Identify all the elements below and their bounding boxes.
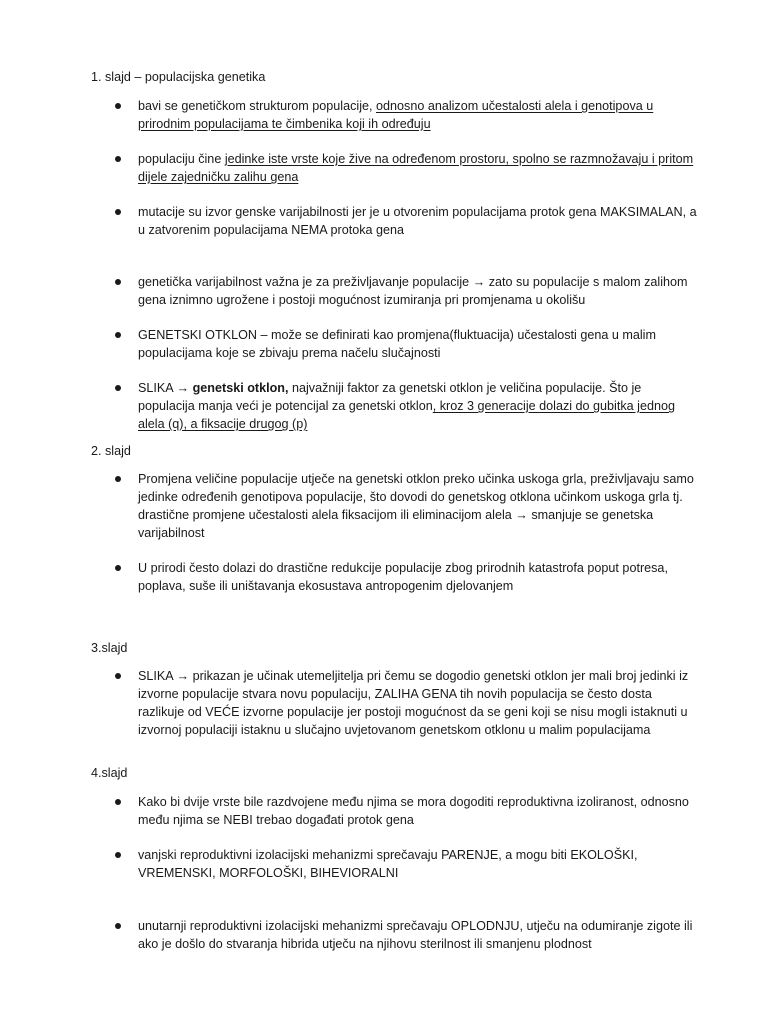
slide-1-bullet-4: genetička varijabilnost važna je za preživljavanje populacije → zato su populacije s malom zalihom gena iznimno ugrožene i postoji mogućnost izumiranja pri promjenama u okolišu [138, 273, 698, 309]
slide-1-bullet-6: SLIKA → genetski otklon, najvažniji faktor za genetski otklon je veličina populacije. Što je populacija manja veći je potencijal za genetski otklon, kroz 3 generacije dolazi do gubitka jednog alela (q), a fiksacije drugog (p) [138, 379, 698, 433]
slide-1-bullet-1: bavi se genetičkom strukturom populacije, odnosno analizom učestalosti alela i genotipova u prirodnim populacijama te čimbenika koji ih određuju [138, 97, 698, 133]
slide-2-bullet-1: Promjena veličine populacije utječe na genetski otklon preko učinka uskoga grla, preživljavaju samo jedinke određenih genotipova populacije, što dovodi do genetskog otklona učinkom uskoga grla tj. drastične promjene učestalosti alela fiksacijom ili eliminacijom alela → smanjuje se genetska varijabilnost [138, 470, 698, 542]
slide-1-bullet-5: GENETSKI OTKLON – može se definirati kao promjena(fluktuacija) učestalosti gena u malim populacijama koje se zbivaju prema načelu slučajnosti [138, 326, 698, 362]
slide-1-bullet-2: populaciju čine jedinke iste vrste koje žive na određenom prostoru, spolno se razmnožavaju i pritom dijele zajedničku zalihu gena [138, 150, 698, 186]
slide-2-heading: 2. slajd [91, 444, 131, 458]
slide-4-bullet-1: Kako bi dvije vrste bile razdvojene među njima se mora dogoditi reproduktivna izoliranost, odnosno među njima se NEBI trebao događati protok gena [138, 793, 698, 829]
slide-4-bullet-2: vanjski reproduktivni izolacijski mehanizmi sprečavaju PARENJE, a mogu biti EKOLOŠKI, VREMENSKI, MORFOLOŠKI, BIHEVIORALNI [138, 846, 698, 882]
slide-4-heading: 4.slajd [91, 766, 128, 780]
slide-1-heading: 1. slajd – populacijska genetika [91, 70, 266, 84]
slide-3-heading: 3.slajd [91, 641, 128, 655]
slide-4-bullet-3: unutarnji reproduktivni izolacijski mehanizmi sprečavaju OPLODNJU, utječu na odumiranje zigote ili ako je došlo do stvaranja hibrida utječu na njihovu sterilnost ili smanjenu plodnost [138, 917, 698, 953]
slide-3-bullet-1: SLIKA → prikazan je učinak utemeljitelja pri čemu se dogodio genetski otklon jer mali broj jedinki iz izvorne populacije stvara novu populaciju, ZALIHA GENA tih novih populacija se često dosta razlikuje od VEĆE izvorne populacije jer postoji mogućnost da se geni koji se nisu mogli istaknuti u izvornoj populaciji istaknu u slučajno uvjetovanom genetskom otklonu u malim populacijama [138, 667, 698, 739]
slide-1-bullet-3: mutacije su izvor genske varijabilnosti jer je u otvorenim populacijama protok gena MAKSIMALAN, a u zatvorenim populacijama NEMA protoka gena [138, 205, 697, 237]
slide-2-bullet-2: U prirodi često dolazi do drastične redukcije populacije zbog prirodnih katastrofa poput potresa, poplava, suše ili uništavanja ekosustava antropogenim djelovanjem [138, 559, 698, 595]
